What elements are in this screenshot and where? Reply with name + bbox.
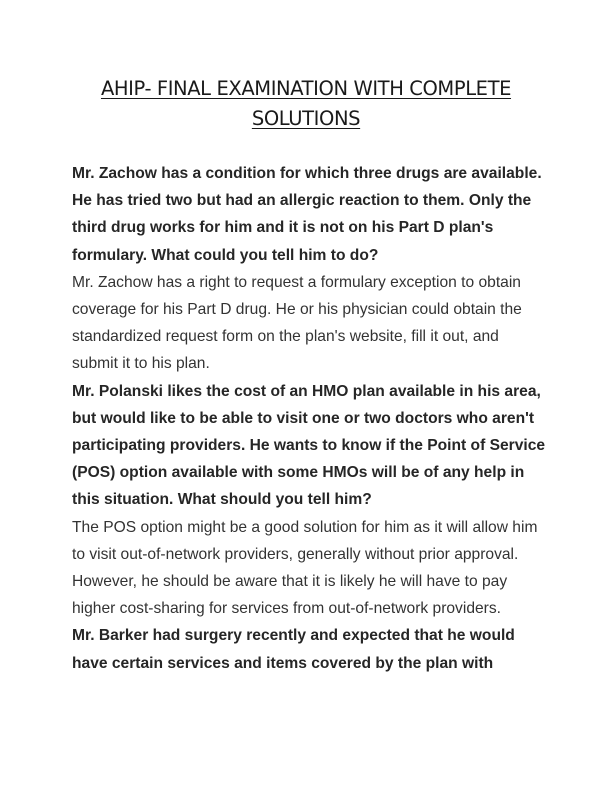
question-text: Mr. Zachow has a condition for which three drugs are available. He has tried two but had an allergic reaction to them. Only the third drug works for him and it is not on his Part D plan's formulary. What could you tell him to do? [72, 165, 542, 264]
document-title: AHIP- FINAL EXAMINATION WITH COMPLETE SOLUTIONS [100, 77, 512, 130]
question-text: Mr. Barker had surgery recently and expected that he would have certain services and items covered by the plan with [72, 627, 515, 672]
qa-item [72, 160, 548, 378]
qa-item [72, 622, 548, 676]
question-text: Mr. Polanski likes the cost of an HMO plan available in his area, but would like to be able to visit one or two doctors who aren't participating providers. He wants to know if the Point of Service (POS) option available with some HMOs will be of any help in this situation. What should you tell him? [72, 382, 546, 509]
answer-text: The POS option might be a good solution for him as it will allow him to visit out-of-network providers, generally without prior approval. However, he should be aware that it is likely he will have to pay higher cost-sharing for services from out-of-network providers. [72, 518, 538, 618]
answer-text: Mr. Zachow has a right to request a formulary exception to obtain coverage for his Part D drug. He or his physician could obtain the standardized request form on the plan's website, fill it out, and submit it to his plan. [72, 273, 522, 373]
qa-item [72, 378, 548, 623]
qa-list [72, 160, 548, 677]
